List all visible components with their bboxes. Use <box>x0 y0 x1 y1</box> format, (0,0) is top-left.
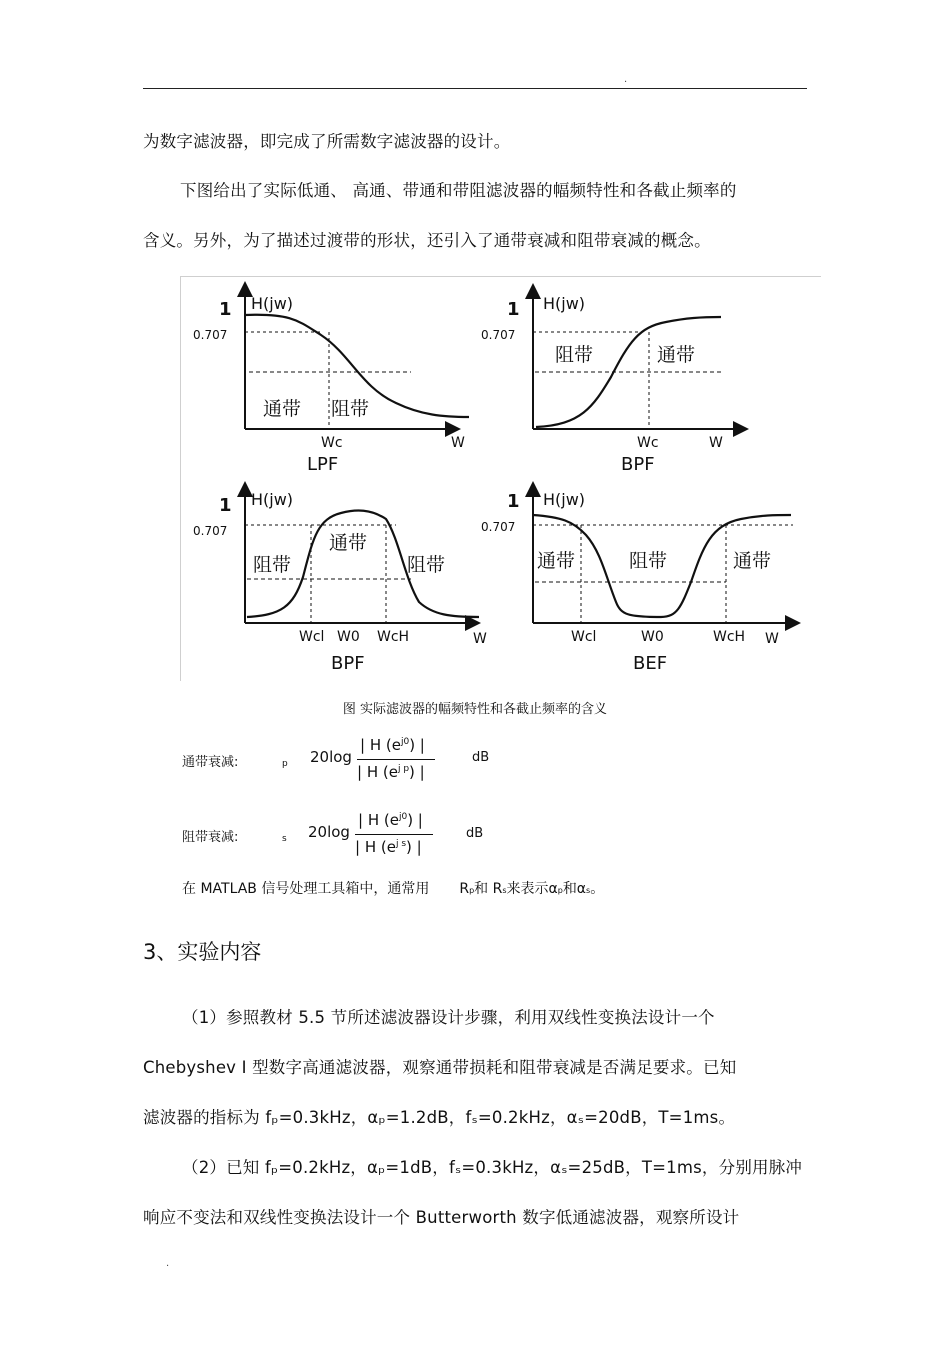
stopband-sub: s <box>282 834 287 844</box>
footer-dot: . <box>166 1258 170 1269</box>
passband-numerator: | H $(e^{j0})$ | <box>360 736 425 754</box>
lpf-cutoff-label: Wc <box>321 435 343 451</box>
item-line-2: Chebyshev I 型数字高通滤波器，观察通带损耗和阻带衰减是否满足要求。已知 <box>143 1058 737 1077</box>
bpf2-ylabel: H(jw) <box>251 490 294 509</box>
stopband-label: 阻带衰减: <box>182 830 239 845</box>
bef-cutoff-high: WcH <box>713 629 746 645</box>
bpf2-band-mid: 通带 <box>329 532 368 554</box>
stopband-denominator: | H $(e^{j s})$ | <box>355 838 422 856</box>
header-dot: . <box>624 74 628 85</box>
figure-caption: 图 实际滤波器的幅频特性和各截止频率的含义 <box>342 702 608 717</box>
passband-unit: dB <box>472 750 490 765</box>
bef-cutoff-low: Wcl <box>571 629 597 645</box>
bpf1-x-label: W <box>709 435 723 451</box>
bpf2-0707-label: 0.707 <box>193 524 228 538</box>
bef-ylabel: H(jw) <box>543 490 586 509</box>
bpf2-band-left: 阻带 <box>253 554 292 576</box>
stopband-numerator: | H $(e^{j0})$ | <box>358 811 423 829</box>
bpf1-band-left: 阻带 <box>555 344 594 366</box>
bpf2-cutoff-high: WcH <box>377 629 410 645</box>
bef-0707-label: 0.707 <box>481 520 516 534</box>
bpf2-cutoff-low: Wcl <box>299 629 325 645</box>
bpf2-label: BPF <box>331 653 365 674</box>
bpf2-center: W0 <box>337 629 360 645</box>
lpf-ylabel: H(jw) <box>251 294 294 313</box>
bpf2-band-right: 阻带 <box>407 554 446 576</box>
bpf1-one-label: 1 <box>507 299 520 320</box>
lpf-band-left: 通带 <box>263 398 302 420</box>
bpf2-x-label: W <box>473 631 487 647</box>
lpf-one-label: 1 <box>219 299 232 320</box>
paragraph-3: 含义。另外，为了描述过渡带的形状，还引入了通带衰减和阻带衰减的概念。 <box>143 231 711 250</box>
bpf1-0707-label: 0.707 <box>481 328 516 342</box>
passband-label: 通带衰减: <box>182 755 239 770</box>
filter-figure <box>180 276 821 681</box>
bef-x-label: W <box>765 631 779 647</box>
stopband-fraction-line <box>355 834 433 835</box>
lpf-label: LPF <box>307 454 339 475</box>
bef-one-label: 1 <box>507 491 520 512</box>
bef-band-right: 通带 <box>733 550 772 572</box>
bef-center: W0 <box>641 629 664 645</box>
lpf-band-right: 阻带 <box>331 398 370 420</box>
section-heading: 3、实验内容 <box>143 940 262 964</box>
header-rule <box>143 88 807 89</box>
lpf-x-label: W <box>451 435 465 451</box>
filter-response-diagram <box>181 277 821 681</box>
bpf1-cutoff-label: Wc <box>637 435 659 451</box>
bpf1-band-right: 通带 <box>657 344 696 366</box>
passband-denominator: | H $(e^{j p})$ | <box>357 763 425 781</box>
bef-label: BEF <box>633 653 668 674</box>
item-line-1: （1）参照教材 5.5 节所述滤波器设计步骤，利用双线性变换法设计一个 <box>182 1008 715 1027</box>
matlab-note: 在 MATLAB 信号处理工具箱中，通常用 Rp和 Rs来表示αp和αs。 <box>182 881 605 897</box>
item-line-5: 响应不变法和双线性变换法设计一个 Butterworth 数字低通滤波器，观察所设计 <box>143 1208 740 1227</box>
passband-prefix: 20log <box>310 748 352 766</box>
bpf1-ylabel: H(jw) <box>543 294 586 313</box>
paragraph-1: 为数字滤波器，即完成了所需数字滤波器的设计。 <box>143 132 511 151</box>
stopband-prefix: 20log <box>308 823 350 841</box>
passband-sub: p <box>282 759 288 769</box>
item-line-3: 滤波器的指标为 fₚ=0.3kHz，αₚ=1.2dB，fₛ=0.2kHz，αₛ=20dB，T=1ms。 <box>143 1108 736 1127</box>
lpf-0707-label: 0.707 <box>193 328 228 342</box>
paragraph-2: 下图给出了实际低通、 高通、带通和带阻滤波器的幅频特性和各截止频率的 <box>180 181 737 200</box>
bpf2-one-label: 1 <box>219 495 232 516</box>
item-line-4: （2）已知 fₚ=0.2kHz，αₚ=1dB，fₛ=0.3kHz，αₛ=25dB，T=1ms，分别用脉冲 <box>182 1158 803 1177</box>
stopband-unit: dB <box>466 826 484 841</box>
bef-band-mid: 阻带 <box>629 550 668 572</box>
passband-fraction-line <box>357 759 435 760</box>
bef-band-left: 通带 <box>537 550 576 572</box>
bpf1-label: BPF <box>621 454 655 475</box>
